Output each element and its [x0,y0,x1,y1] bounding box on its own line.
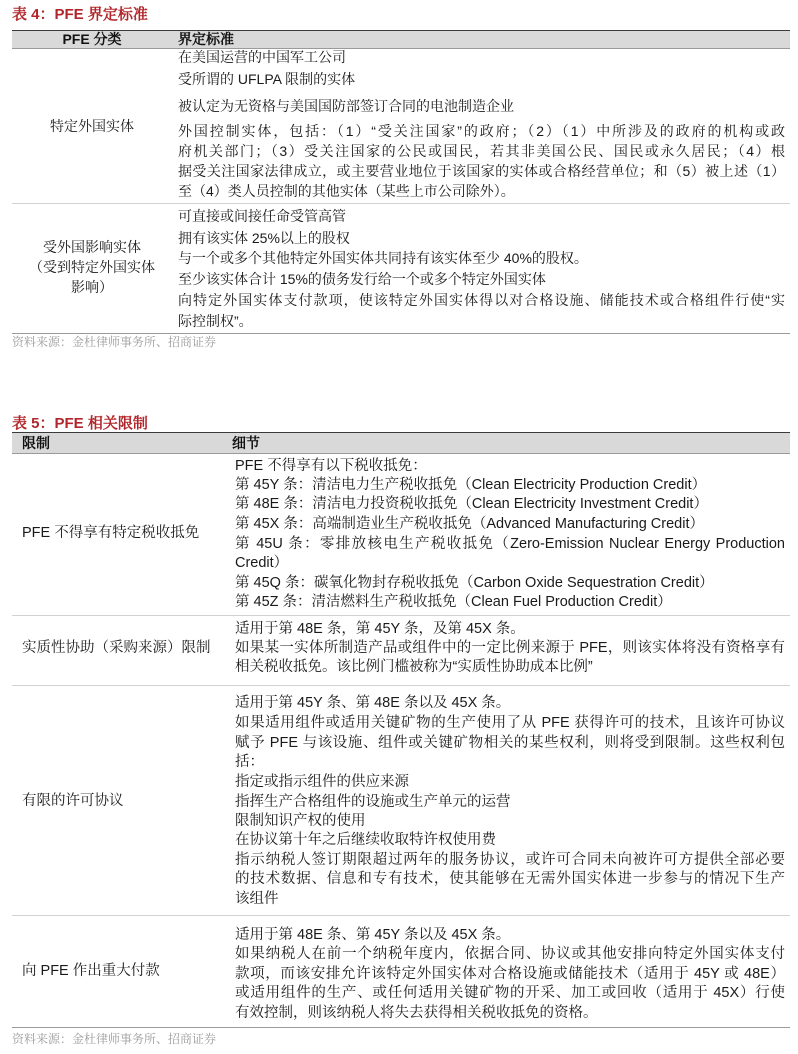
table5-detail-line: 限制知识产权的使用 [235,813,366,829]
table4-criteria-line: 与一个或多个其他特定外国实体共同持有该实体至少 40%的股权。 [178,250,588,266]
table4-criteria-line: 可直接或间接任命受管高管 [178,208,346,224]
table5-bottom-border [12,1027,790,1028]
table5-detail-line: 款项，而该安排允许该特定外国实体对合格设施或储能技术（适用于 45Y 或 48E） [235,966,785,982]
table5-detail-line: 赋予 PFE 与该设施、组件或关键矿物相关的某些权利，则将受到限制。这些权利包 [235,735,785,751]
table5-detail-line: 第 45X 条：高端制造业生产税收抵免（Advanced Manufacturing Credit） [235,516,704,532]
table5-restriction-label: 向 PFE 作出重大付款 [22,963,160,979]
table5-source-note: 资料来源：金杜律师事务所、招商证券 [12,1032,217,1046]
table4-category-label: 影响） [71,279,113,295]
table4-criteria-line: 府机关部门；（3）受关注国家的公民或国民，若其非美国公民、国民或永久居民；（4）根 [178,143,785,159]
table4-category-label: 特定外国实体 [50,118,134,134]
table5-detail-line: PFE 不得享有以下税收抵免： [235,458,427,474]
table4-criteria-line: 至少该实体合计 15%的债务发行给一个或多个特定外国实体 [178,271,546,287]
table5-detail-line: 第 45Q 条：碳氧化物封存税收抵免（Carbon Oxide Sequestration Credit） [235,575,714,591]
table4-criteria-line: 受所谓的 UFLPA 限制的实体 [178,71,356,87]
table5-detail-line: 如果某一实体所制造产品或组件中的一定比例来源于 PFE，则该实体将没有资格享有 [235,640,785,656]
table4-criteria-line: 向特定外国实体支付款项，使该特定外国实体得以对合格设施、储能技术或合格组件行使“实 [178,292,785,308]
table5-detail-line: 指示纳税人签订期限超过两年的服务协议，或许可合同未向被许可方提供全部必要 [235,852,785,868]
table5-detail-line: 或适用组件的生产、或任何适用关键矿物的开采、加工或回收（适用于 45X）行使 [235,985,785,1001]
table4-criteria-line: 拥有该实体 25%以上的股权 [178,230,350,246]
table5-restriction-label: 有限的许可协议 [22,793,124,809]
table4-criteria-line: 在美国运营的中国军工公司 [178,49,346,65]
table5-header-details: 细节 [232,435,260,451]
table5-detail-line: 如果适用组件或适用关键矿物的生产使用了从 PFE 获得许可的技术，且该许可协议 [235,715,785,731]
table5-detail-line: 在协议第十年之后继续收取特许权使用费 [235,832,496,848]
table5-detail-line: 第 45Y 条：清洁电力生产税收抵免（Clean Electricity Production Credit） [235,477,707,493]
table5-detail-line: 括： [235,754,264,770]
table4-source-note: 资料来源：金杜律师事务所、招商证券 [12,335,217,349]
table5-detail-line: 的技术数据、信息和专有技术，使其能够在无需外国实体进一步参与的情况下生产 [235,871,785,887]
table4-criteria-line: 至（4）类人员控制的其他实体（某些上市公司除外）。 [178,183,515,199]
table5-detail-line: 第 45Z 条：清洁燃料生产税收抵免（Clean Fuel Production Credit） [235,594,672,610]
table4-header-criteria: 界定标准 [178,31,234,47]
table5-detail-line: 指挥生产合格组件的设施或生产单元的运营 [235,794,511,810]
table5-detail-line: 第 45U 条：零排放核电生产税收抵免（Zero-Emission Nuclear Energy Production [235,536,785,552]
table4-criteria-line: 据受关注国家法律成立，或主要营业地位于该国家的实体或合格经营单位；和（5）被上述（1） [178,163,785,179]
table4-header-category: PFE 分类 [62,31,122,47]
table5-detail-line: 适用于第 45Y 条、第 48E 条以及 45X 条。 [235,695,511,711]
table5-detail-line: 第 48E 条：清洁电力投资税收抵免（Clean Electricity Investment Credit） [235,496,708,512]
table5-detail-line: 有效控制，则该纳税人将失去获得相关税收抵免的资格。 [235,1005,598,1021]
table5-title: 表 5：PFE 相关限制 [12,415,148,432]
table5-detail-line: 相关税收抵免。该比例门槛被称为“实质性协助成本比例” [235,659,593,675]
table5-detail-line: Credit） [235,555,289,571]
table4-title: 表 4：PFE 界定标准 [12,6,148,23]
table4-criteria-line: 外国控制实体，包括：（1）“受关注国家”的政府；（2）（1）中所涉及的政府的机构或政 [178,123,785,139]
table5-row-divider [12,915,790,916]
table5-detail-line: 指定或指示组件的供应来源 [235,774,409,790]
table5-detail-line: 该组件 [235,891,279,907]
table5-row-divider [12,685,790,686]
table5-header-restriction: 限制 [22,435,50,451]
table4-criteria-line: 被认定为无资格与美国国防部签订合同的电池制造企业 [178,98,514,114]
table5-detail-line: 如果纳税人在前一个纳税年度内，依据合同、协议或其他安排向特定外国实体支付 [235,946,785,962]
table5-detail-line: 适用于第 48E 条、第 45Y 条以及 45X 条。 [235,927,511,943]
table5-detail-line: 适用于第 48E 条，第 45Y 条，及第 45X 条。 [235,621,525,637]
table4-criteria-line: 际控制权”。 [178,313,253,329]
table5-header-row [12,432,790,454]
table5-row-divider [12,615,790,616]
table5-restriction-label: 实质性协助（采购来源）限制 [22,640,211,656]
table4-category-label: （受到特定外国实体 [29,259,155,275]
table4-row-divider [12,203,790,204]
table5-restriction-label: PFE 不得享有特定税收抵免 [22,525,200,541]
table4-category-label: 受外国影响实体 [43,239,141,255]
